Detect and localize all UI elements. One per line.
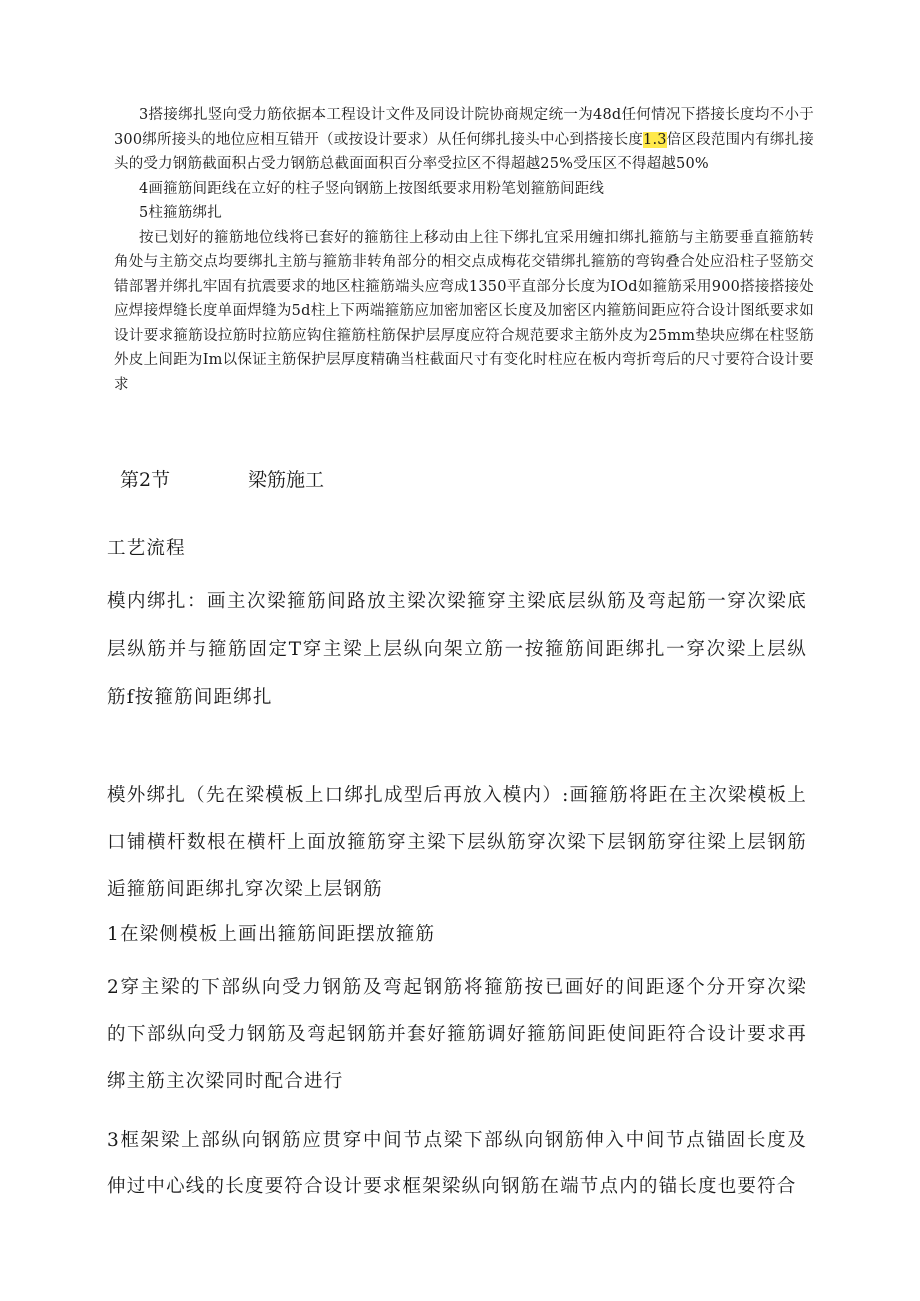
highlighted-text: 1.3 [643, 131, 667, 148]
in-form-binding-paragraph: 模内绑扎：画主次梁箍筋间路放主梁次梁箍穿主梁底层纵筋及弯起筋一穿次梁底层纵筋并与箍筋固定T穿主梁上层纵向架立筋一按箍筋间距绑扎一穿次梁上层纵筋f按箍筋间距绑扎 [107, 591, 807, 708]
step-2-paragraph: 2穿主梁的下部纵向受力钢筋及弯起钢筋将箍筋按已画好的间距逐个分开穿次梁的下部纵向受力钢筋及弯起钢筋并套好箍筋调好箍筋间距使间距符合设计要求再绑主筋主次梁同时配合进行 [107, 977, 807, 1092]
step-1-paragraph: 1在梁侧模板上画出箍筋间距摆放箍筋 [107, 924, 436, 945]
step-3-paragraph: 3框架梁上部纵向钢筋应贯穿中间节点梁下部纵向钢筋伸入中间节点锚固长度及伸过中心线的长度要符合设计要求框架梁纵向钢筋在端节点内的锚长度也要符合 [107, 1130, 807, 1197]
process-flow-title: 工艺流程 [107, 538, 186, 559]
lap-splice-text: 3搭接绑扎竖向受力筋依据本工程设计文件及同设计院协商规定统一为48d任何情况下搭接长度均不小于300绑所接头的地位应相互错开（或按设计要求）从任何绑扎接头中心到搭接长度 [114, 107, 814, 148]
stirrup-spacing-paragraph: 4画箍筋间距线在立好的柱子竖向钢筋上按图纸要求用粉笔划箍筋间距线 [139, 180, 605, 197]
column-stirrup-heading: 5柱箍筋绑扎 [139, 205, 222, 221]
column-stirrup-paragraph: 按已划好的箍筋地位线将已套好的箍筋往上移动由上往下绑扎宜采用缠扣绑扎箍筋与主筋要垂直箍筋转角处与主筋交点均要绑扎主筋与箍筋非转角部分的相交点成梅花交错绑扎箍筋的弯钩叠合处应沿柱子竖筋交错部署并绑扎牢固有抗震要求的地区柱箍筋端头应弯成1350平直部分长度为IOd如箍筋采用900搭接搭接处应焊接焊缝长度单面焊缝为5d柱上下两端箍筋应加密加密区长度及加密区内箍筋间距应符合设计图纸要求如设计要求箍筋设拉筋时拉筋应钩住箍筋柱筋保护层厚度应符合规范要求主筋外皮为25mm垫块应绑在柱竖筋外皮上间距为Im以保证主筋保护层厚度精确当柱截面尺寸有变化时柱应在板内弯折弯后的尺寸要符合设计要求 [114, 229, 814, 393]
section-title: 梁筋施工 [248, 469, 325, 491]
section-heading [120, 466, 324, 494]
column-rebar-section [114, 103, 814, 397]
lap-splice-paragraph [114, 103, 814, 177]
lap-splice-text-tail: 倍区段范围内有绑扎接头的受力钢筋截面积占受力钢筋总截面面积百分率受拉区不得超越25%受压区不得超越50% [114, 131, 814, 172]
section-number: 第2节 [120, 469, 171, 491]
out-form-binding-paragraph: 模外绑扎（先在梁模板上口绑扎成型后再放入模内）:画箍筋将距在主次梁模板上口铺横杆数根在横杆上面放箍筋穿主梁下层纵筋穿次梁下层钢筋穿往梁上层钢筋逅箍筋间距绑扎穿次梁上层钢筋 [107, 785, 807, 900]
